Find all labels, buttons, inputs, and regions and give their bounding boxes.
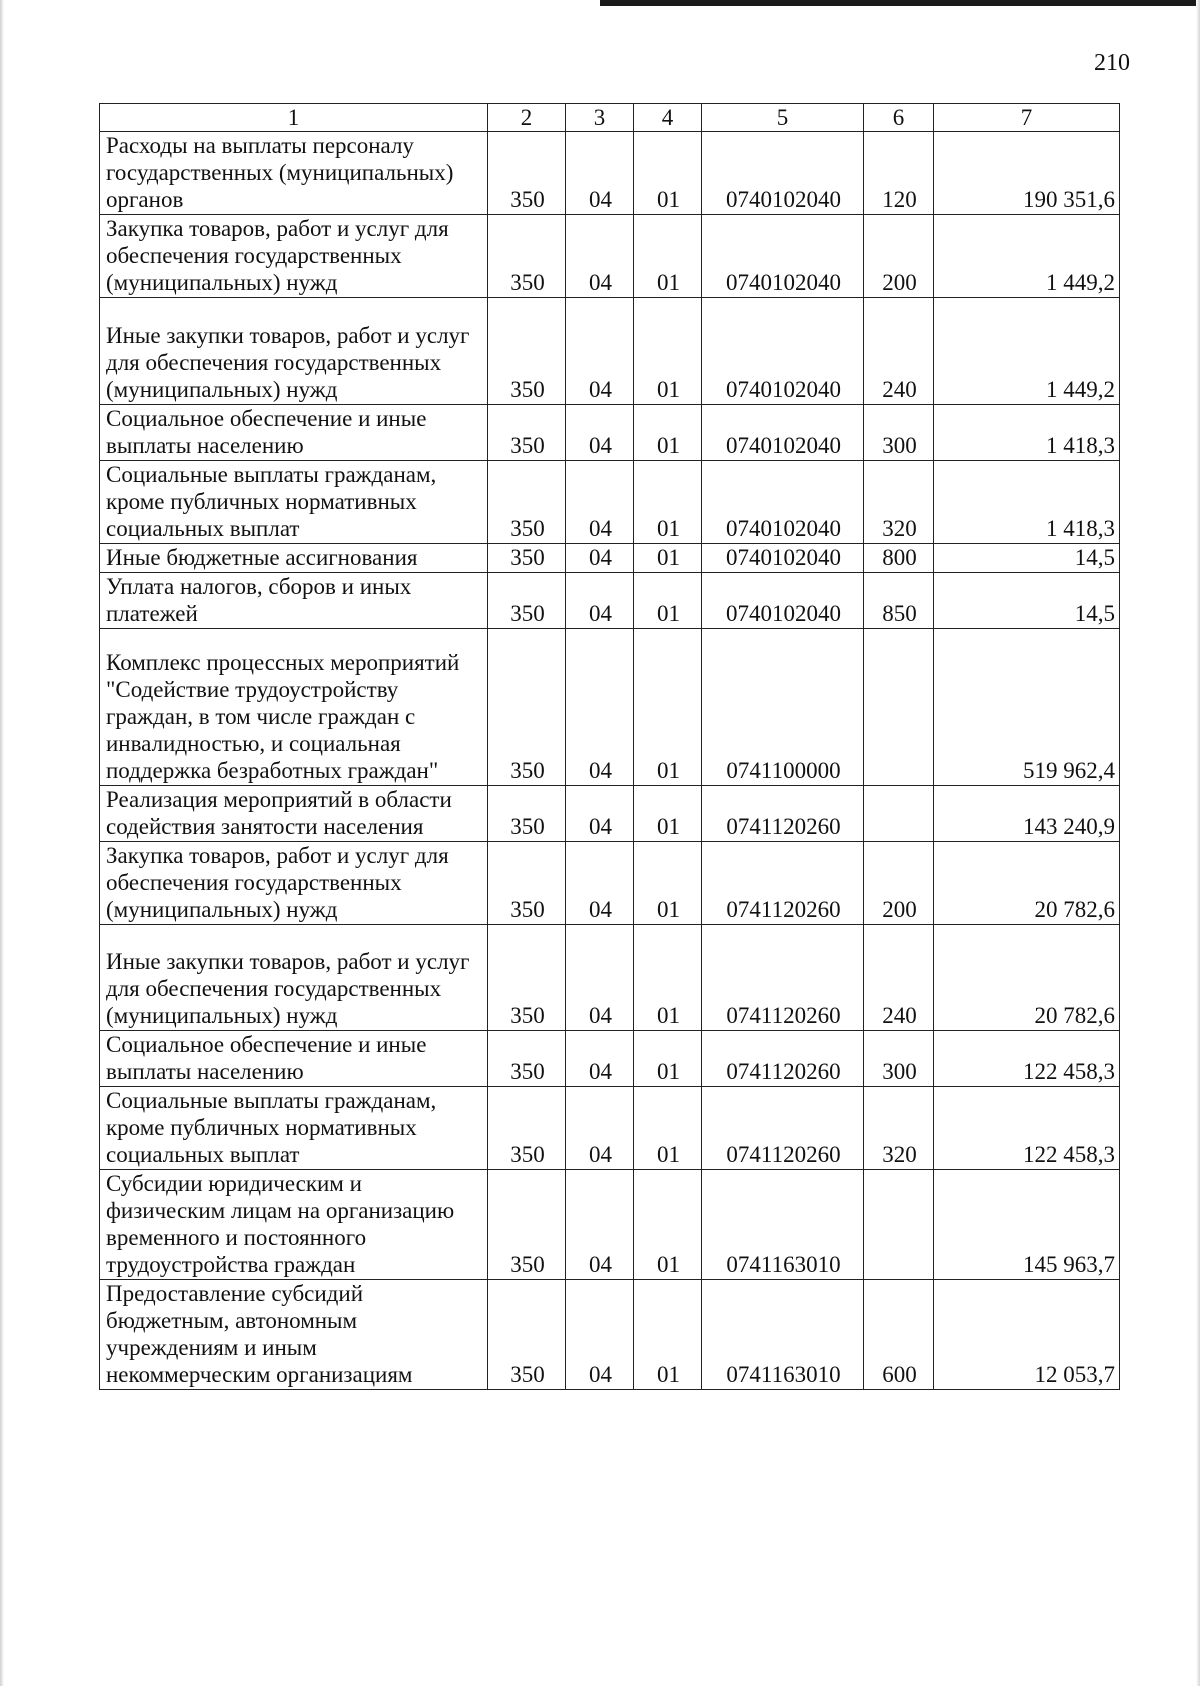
header-cell: 1 [100, 104, 488, 132]
table-row [100, 925, 1120, 1031]
row-description: Иные закупки товаров, работ и услуг для обеспечения государственных (муниципальных) нужд [100, 925, 488, 1031]
cell-target-article: 0741100000 [702, 629, 864, 786]
header-cell: 3 [566, 104, 634, 132]
cell-subsection-code: 01 [634, 1031, 702, 1087]
cell-amount: 14,5 [934, 573, 1120, 629]
header-cell: 4 [634, 104, 702, 132]
cell-ministry-code: 350 [488, 1031, 566, 1087]
cell-target-article: 0741120260 [702, 1031, 864, 1087]
cell-section-code: 04 [566, 629, 634, 786]
cell-target-article: 0740102040 [702, 298, 864, 405]
cell-expense-type: 800 [864, 544, 934, 573]
cell-section-code: 04 [566, 925, 634, 1031]
cell-amount: 519 962,4 [934, 629, 1120, 786]
cell-expense-type: 300 [864, 405, 934, 461]
scan-edge-left [0, 0, 4, 1686]
cell-amount: 20 782,6 [934, 842, 1120, 925]
table-row [100, 215, 1120, 298]
cell-subsection-code: 01 [634, 132, 702, 215]
cell-amount: 1 418,3 [934, 461, 1120, 544]
cell-subsection-code: 01 [634, 842, 702, 925]
cell-amount: 122 458,3 [934, 1031, 1120, 1087]
table-row [100, 786, 1120, 842]
table-row [100, 461, 1120, 544]
header-cell: 2 [488, 104, 566, 132]
row-description: Реализация мероприятий в области содействия занятости населения [100, 786, 488, 842]
cell-target-article: 0740102040 [702, 461, 864, 544]
cell-ministry-code: 350 [488, 842, 566, 925]
scan-edge-top [600, 0, 1200, 6]
cell-expense-type [864, 786, 934, 842]
cell-subsection-code: 01 [634, 925, 702, 1031]
cell-ministry-code: 350 [488, 629, 566, 786]
cell-target-article: 0740102040 [702, 132, 864, 215]
cell-subsection-code: 01 [634, 215, 702, 298]
cell-subsection-code: 01 [634, 544, 702, 573]
cell-subsection-code: 01 [634, 629, 702, 786]
cell-expense-type: 320 [864, 461, 934, 544]
row-description: Закупка товаров, работ и услуг для обеспечения государственных (муниципальных) нужд [100, 842, 488, 925]
cell-amount: 122 458,3 [934, 1087, 1120, 1170]
cell-amount: 190 351,6 [934, 132, 1120, 215]
cell-ministry-code: 350 [488, 215, 566, 298]
cell-section-code: 04 [566, 842, 634, 925]
cell-ministry-code: 350 [488, 925, 566, 1031]
cell-target-article: 0740102040 [702, 573, 864, 629]
cell-expense-type: 850 [864, 573, 934, 629]
table-row [100, 842, 1120, 925]
cell-section-code: 04 [566, 405, 634, 461]
table-row [100, 1087, 1120, 1170]
cell-section-code: 04 [566, 132, 634, 215]
cell-amount: 145 963,7 [934, 1170, 1120, 1280]
cell-ministry-code: 350 [488, 1170, 566, 1280]
cell-amount: 1 418,3 [934, 405, 1120, 461]
cell-expense-type: 120 [864, 132, 934, 215]
cell-section-code: 04 [566, 786, 634, 842]
cell-amount: 12 053,7 [934, 1280, 1120, 1390]
table-row [100, 405, 1120, 461]
cell-target-article: 0741163010 [702, 1170, 864, 1280]
row-description: Иные бюджетные ассигнования [100, 544, 488, 573]
cell-section-code: 04 [566, 1170, 634, 1280]
table-row [100, 1170, 1120, 1280]
cell-ministry-code: 350 [488, 1280, 566, 1390]
cell-amount: 14,5 [934, 544, 1120, 573]
row-description: Уплата налогов, сборов и иных платежей [100, 573, 488, 629]
cell-ministry-code: 350 [488, 544, 566, 573]
page-number: 210 [1094, 50, 1130, 76]
cell-expense-type: 200 [864, 842, 934, 925]
row-description: Закупка товаров, работ и услуг для обеспечения государственных (муниципальных) нужд [100, 215, 488, 298]
cell-expense-type: 240 [864, 925, 934, 1031]
cell-ministry-code: 350 [488, 298, 566, 405]
cell-target-article: 0741120260 [702, 1087, 864, 1170]
row-description: Комплекс процессных мероприятий "Содействие трудоустройству граждан, в том числе граждан с инвалидностью, и социальная поддержка безработных граждан" [100, 629, 488, 786]
cell-section-code: 04 [566, 1087, 634, 1170]
table-row [100, 1280, 1120, 1390]
cell-subsection-code: 01 [634, 573, 702, 629]
cell-target-article: 0740102040 [702, 544, 864, 573]
cell-section-code: 04 [566, 573, 634, 629]
row-description: Предоставление субсидий бюджетным, автономным учреждениям и иным некоммерческим организациям [100, 1280, 488, 1390]
table-row [100, 544, 1120, 573]
table-row [100, 298, 1120, 405]
header-cell: 6 [864, 104, 934, 132]
table-row [100, 629, 1120, 786]
cell-section-code: 04 [566, 1031, 634, 1087]
cell-amount: 143 240,9 [934, 786, 1120, 842]
cell-target-article: 0740102040 [702, 215, 864, 298]
cell-ministry-code: 350 [488, 405, 566, 461]
cell-subsection-code: 01 [634, 786, 702, 842]
cell-section-code: 04 [566, 461, 634, 544]
cell-ministry-code: 350 [488, 786, 566, 842]
table-row [100, 132, 1120, 215]
cell-amount: 1 449,2 [934, 215, 1120, 298]
cell-ministry-code: 350 [488, 461, 566, 544]
cell-expense-type: 300 [864, 1031, 934, 1087]
cell-section-code: 04 [566, 544, 634, 573]
row-description: Расходы на выплаты персоналу государственных (муниципальных) органов [100, 132, 488, 215]
table-body [100, 132, 1120, 1390]
cell-expense-type: 240 [864, 298, 934, 405]
header-cell: 7 [934, 104, 1120, 132]
cell-target-article: 0741120260 [702, 786, 864, 842]
cell-expense-type [864, 629, 934, 786]
cell-amount: 20 782,6 [934, 925, 1120, 1031]
cell-target-article: 0741120260 [702, 842, 864, 925]
cell-subsection-code: 01 [634, 1087, 702, 1170]
cell-expense-type: 200 [864, 215, 934, 298]
cell-subsection-code: 01 [634, 1170, 702, 1280]
cell-expense-type: 600 [864, 1280, 934, 1390]
cell-subsection-code: 01 [634, 1280, 702, 1390]
cell-section-code: 04 [566, 1280, 634, 1390]
row-description: Субсидии юридическим и физическим лицам на организацию временного и постоянного трудоустройства граждан [100, 1170, 488, 1280]
cell-target-article: 0741163010 [702, 1280, 864, 1390]
cell-subsection-code: 01 [634, 461, 702, 544]
cell-section-code: 04 [566, 298, 634, 405]
table-row [100, 573, 1120, 629]
row-description: Социальное обеспечение и иные выплаты населению [100, 1031, 488, 1087]
cell-expense-type: 320 [864, 1087, 934, 1170]
row-description: Социальные выплаты гражданам, кроме публичных нормативных социальных выплат [100, 1087, 488, 1170]
cell-target-article: 0741120260 [702, 925, 864, 1031]
cell-subsection-code: 01 [634, 405, 702, 461]
row-description: Социальные выплаты гражданам, кроме публичных нормативных социальных выплат [100, 461, 488, 544]
cell-ministry-code: 350 [488, 1087, 566, 1170]
scan-edge-right [1196, 0, 1200, 1686]
row-description: Социальное обеспечение и иные выплаты населению [100, 405, 488, 461]
cell-expense-type [864, 1170, 934, 1280]
cell-subsection-code: 01 [634, 298, 702, 405]
table-row [100, 1031, 1120, 1087]
budget-table [99, 103, 1120, 1390]
table-header-row [100, 104, 1120, 132]
cell-ministry-code: 350 [488, 132, 566, 215]
cell-section-code: 04 [566, 215, 634, 298]
cell-target-article: 0740102040 [702, 405, 864, 461]
header-cell: 5 [702, 104, 864, 132]
cell-amount: 1 449,2 [934, 298, 1120, 405]
row-description: Иные закупки товаров, работ и услуг для обеспечения государственных (муниципальных) нужд [100, 298, 488, 405]
cell-ministry-code: 350 [488, 573, 566, 629]
